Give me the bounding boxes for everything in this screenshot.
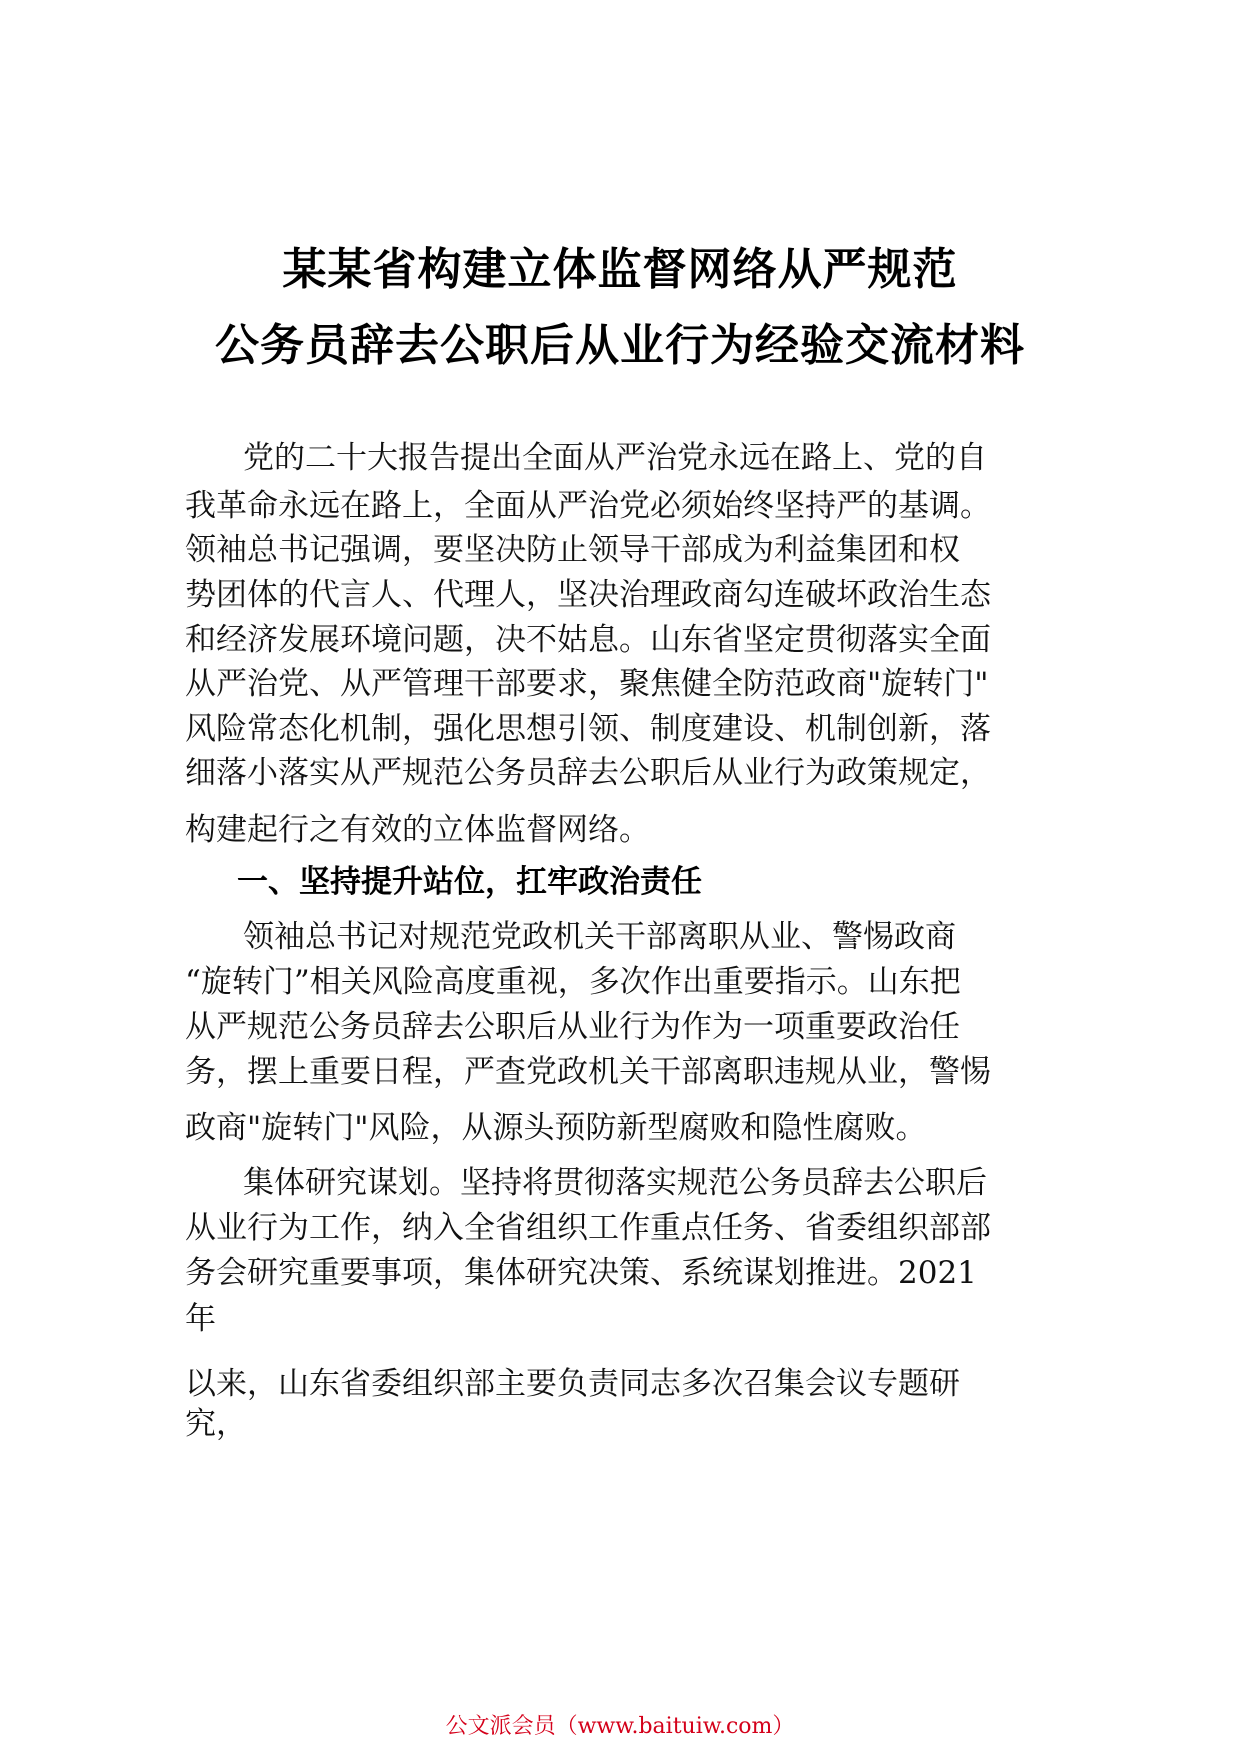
body-line: 从业行为工作，纳入全省组织工作重点任务、省委组织部部 <box>185 1210 991 1246</box>
body-line: 从严规范公务员辞去公职后从业行为作为一项重要政治任 <box>185 1009 960 1045</box>
body-line: 领袖总书记强调，要坚决防止领导干部成为利益集团和权 <box>185 532 960 568</box>
body-line: 以来，山东省委组织部主要负责同志多次召集会议专题研 <box>185 1366 960 1402</box>
body-line: 务，摆上重要日程，严查党政机关干部离职违规从业，警惕 <box>185 1054 991 1090</box>
body-line: 从严治党、从严管理干部要求，聚焦健全防范政商"旋转门" <box>185 666 989 702</box>
body-line: 党的二十大报告提出全面从严治党永远在路上、党的自 <box>243 440 987 476</box>
body-line: 风险常态化机制，强化思想引领、制度建设、机制创新，落 <box>185 711 991 747</box>
section-heading: 一、坚持提升站位，扛牢政治责任 <box>237 864 702 900</box>
body-line: 势团体的代言人、代理人，坚决治理政商勾连破坏政治生态 <box>185 577 991 613</box>
body-line: 年 <box>185 1301 216 1337</box>
title-line-1: 某某省构建立体监督网络从严规范 <box>282 244 958 295</box>
body-line: 集体研究谋划。坚持将贯彻落实规范公务员辞去公职后 <box>243 1165 987 1201</box>
body-line: 政商"旋转门"风险，从源头预防新型腐败和隐性腐败。 <box>185 1110 927 1146</box>
body-line: 务会研究重要事项，集体研究决策、系统谋划推进。2021 <box>185 1255 977 1291</box>
body-line: 究， <box>185 1406 247 1442</box>
body-line: 细落小落实从严规范公务员辞去公职后从业行为政策规定， <box>185 755 991 791</box>
footer-watermark: 公文派会员（www.baituiw.com） <box>445 1714 795 1739</box>
document-title <box>0 232 1240 384</box>
body-line: 领袖总书记对规范党政机关干部离职从业、警惕政商 <box>243 919 956 955</box>
body-line: 和经济发展环境问题，决不姑息。山东省坚定贯彻落实全面 <box>185 622 991 658</box>
body-line: 构建起行之有效的立体监督网络。 <box>185 812 650 848</box>
body-line: 我革命永远在路上，全面从严治党必须始终坚持严的基调。 <box>185 488 991 524</box>
title-line-2: 公务员辞去公职后从业行为经验交流材料 <box>215 320 1025 371</box>
body-line: “旋转门”相关风险高度重视，多次作出重要指示。山东把 <box>185 964 961 1000</box>
